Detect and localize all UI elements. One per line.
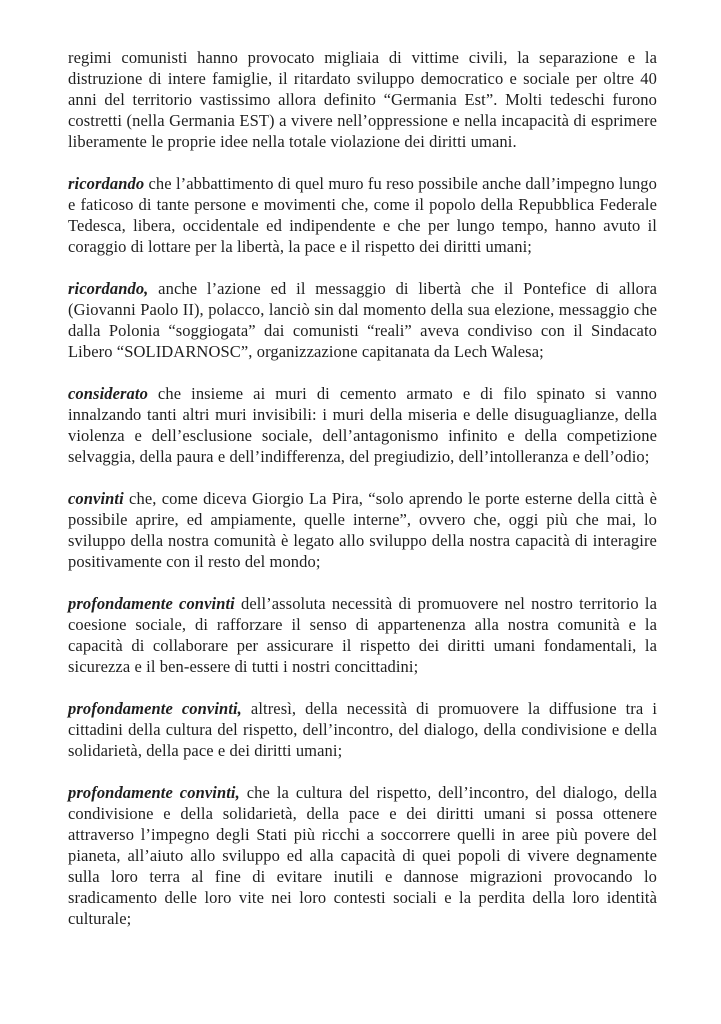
paragraph-lead: ricordando, <box>68 279 149 298</box>
paragraph <box>68 173 657 257</box>
paragraph <box>68 47 657 152</box>
paragraph-text: che l’abbattimento di quel muro fu reso possibile anche dall’impegno lungo e faticoso di tante persone e movimenti che, come il popolo della Repubblica Federale Tedesca, libera, occidentale ed indipendente e che per lungo tempo, hanno avuto il coraggio di lottare per la libertà, la pace e il rispetto dei diritti umani; <box>68 174 657 256</box>
paragraph <box>68 383 657 467</box>
paragraph-text: che insieme ai muri di cemento armato e di filo spinato si vanno innalzando tanti altri muri invisibili: i muri della miseria e delle disuguaglianze, della violenza e dell’esclusione sociale, dell’antagonismo infinito e della competizione selvaggia, della paura e dell’indifferenza, del pregiudizio, dell’intolleranza e dell’odio; <box>68 384 657 466</box>
paragraph-text: dell’assoluta necessità di promuovere nel nostro territorio la coesione sociale, di rafforzare il senso di appartenenza alla nostra comunità e la capacità di collaborare per assicurare il rispetto dei diritti umani fondamentali, la sicurezza e il ben-essere di tutti i nostri concittadini; <box>68 594 657 676</box>
paragraph-lead: profondamente convinti <box>68 594 235 613</box>
paragraph-text: altresì, della necessità di promuovere la diffusione tra i cittadini della cultura del rispetto, dell’incontro, del dialogo, della condivisione e della solidarietà, della pace e dei diritti umani; <box>68 699 658 760</box>
paragraph-lead: ricordando <box>68 174 145 193</box>
paragraph <box>68 782 657 929</box>
paragraph-lead: convinti <box>68 489 124 508</box>
paragraph-lead: profondamente convinti, <box>68 699 242 718</box>
paragraph <box>68 278 657 362</box>
paragraph-text: anche l’azione ed il messaggio di libertà che il Pontefice di allora (Giovanni Paolo II), polacco, lanciò sin dal momento della sua elezione, messaggio che dalla Polonia “soggiogata” dai comunisti “reali” aveva condiviso con il Sindacato Libero “SOLIDARNOSC”, organizzazione capitanata da Lech Walesa; <box>68 279 657 361</box>
paragraph-text: regimi comunisti hanno provocato migliaia di vittime civili, la separazione e la distruzione di intere famiglie, il ritardato sviluppo democratico e sociale per oltre 40 anni del territorio vastissimo allora definito “Germania Est”. Molti tedeschi furono costretti (nella Germania EST) a vivere nell’oppressione e nella incapacità di esprimere liberamente le proprie idee nella totale violazione dei diritti umani. <box>68 48 657 151</box>
paragraph-lead: profondamente convinti, <box>68 783 240 802</box>
paragraph-text: che la cultura del rispetto, dell’incontro, del dialogo, della condivisione e della solidarietà, della pace e dei diritti umani si possa ottenere attraverso l’impegno degli Stati più ricchi a soccorrere quelli in aree più povere del pianeta, all’aiuto allo sviluppo ed alla capacità di quei popoli di vivere degnamente sulla loro terra al fine di evitare inutili e dannose migrazioni provocando lo sradicamento delle loro vite nei loro contesti sociali e la perdita della loro identità culturale; <box>68 783 657 928</box>
paragraph-text: che, come diceva Giorgio La Pira, “solo aprendo le porte esterne della città è possibile aprire, ed ampiamente, quelle interne”, ovvero che, oggi più che mai, lo sviluppo della nostra comunità è legato allo sviluppo della nostra capacità di interagire positivamente con il resto del mondo; <box>68 489 657 571</box>
paragraph-lead: considerato <box>68 384 148 403</box>
paragraph <box>68 488 657 572</box>
paragraph <box>68 698 657 761</box>
paragraph <box>68 593 657 677</box>
